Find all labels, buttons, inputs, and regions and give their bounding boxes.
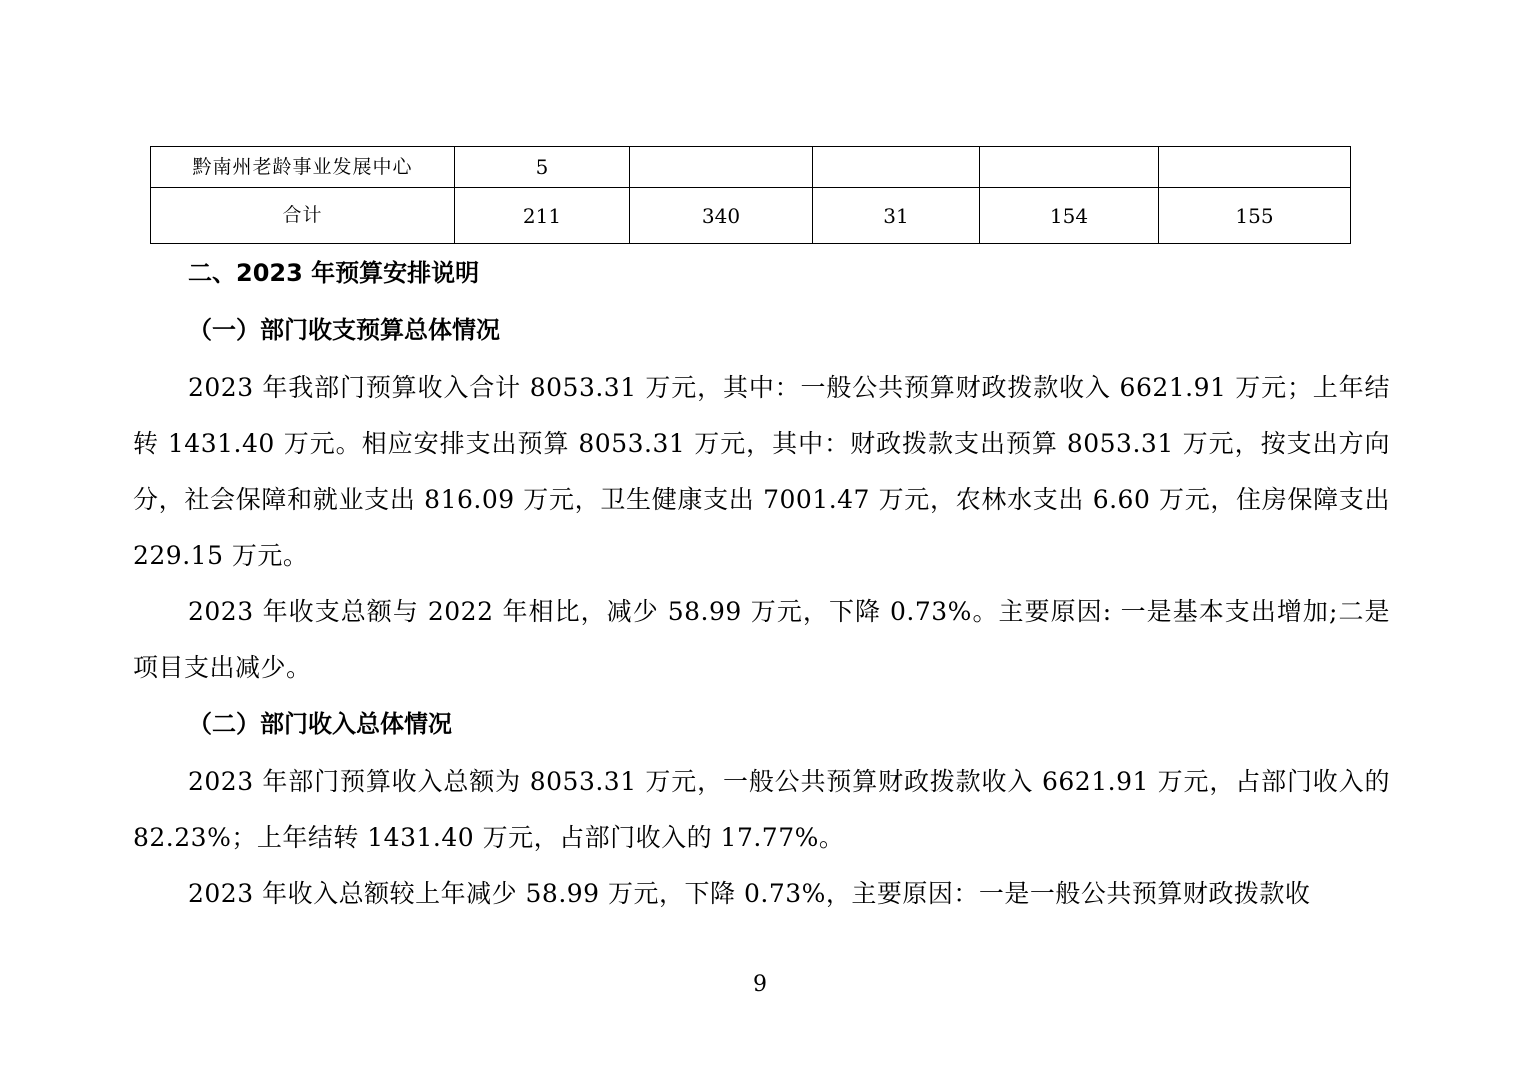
table-cell-total-label: 合计 — [151, 188, 455, 244]
page-number: 9 — [753, 972, 767, 997]
subsection-heading-1: （一）部门收支预算总体情况 — [188, 316, 500, 344]
table-cell — [1159, 147, 1351, 188]
table-cell: 31 — [813, 188, 980, 244]
table-cell: 340 — [630, 188, 813, 244]
table-cell: 154 — [980, 188, 1159, 244]
table-cell — [980, 147, 1159, 188]
table-cell — [813, 147, 980, 188]
staffing-table — [150, 146, 1351, 244]
paragraph-income-change: 2023 年收入总额较上年减少 58.99 万元，下降 0.73%，主要原因：一是一般公共预算财政拨款收 — [188, 879, 1311, 908]
table-row — [151, 147, 1351, 188]
table-cell: 211 — [455, 188, 630, 244]
paragraph-budget-overview: 2023 年我部门预算收入合计 8053.31 万元，其中：一般公共预算财政拨款收入 6621.91 万元；上年结转 1431.40 万元。相应安排支出预算 8053.31 万元，其中：财政拨款支出预算 8053.31 万元，按支出方向分，社会保障和就业支出 816.09 万元，卫生健康支出 7001.47 万元，农林水支出 6.60 万元，住房保障支出 229.15 万元。 — [133, 373, 1390, 570]
table-cell — [630, 147, 813, 188]
paragraph-budget-change: 2023 年收支总额与 2022 年相比，减少 58.99 万元，下降 0.73%。主要原因: 一是基本支出增加;二是项目支出减少。 — [133, 597, 1390, 682]
section-heading: 二、2023 年预算安排说明 — [188, 259, 480, 287]
table-cell-unit: 黔南州老龄事业发展中心 — [151, 147, 455, 188]
table-cell: 155 — [1159, 188, 1351, 244]
paragraph-income-overview: 2023 年部门预算收入总额为 8053.31 万元，一般公共预算财政拨款收入 6621.91 万元，占部门收入的 82.23%；上年结转 1431.40 万元，占部门收入的 17.77%。 — [133, 767, 1390, 852]
subsection-heading-2: （二）部门收入总体情况 — [188, 710, 452, 738]
table-cell: 5 — [455, 147, 630, 188]
table-row-total — [151, 188, 1351, 244]
